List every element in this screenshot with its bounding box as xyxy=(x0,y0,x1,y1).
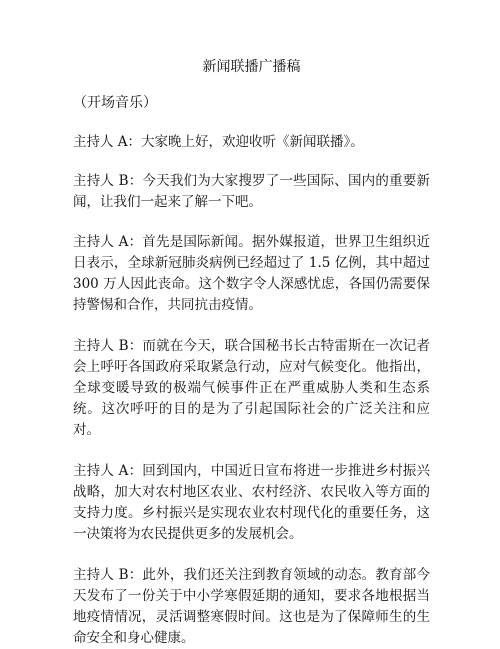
paragraph-host-b-intro: 主持人 B：今天我们为大家搜罗了一些国际、国内的重要新闻，让我们一起来了解一下吧。 xyxy=(73,173,430,210)
opening-music-note: （开场音乐） xyxy=(73,95,157,111)
paragraph-host-a-rural: 主持人 A：回到国内，中国近日宣布将进一步推进乡村振兴战略，加大对农村地区农业、农村经济、农民收入等方面的支持力度。乡村振兴是实现农业农村现代化的重要任务，这一决策将为农民提供更多的发展机会。 xyxy=(73,463,430,542)
paragraph-host-b-education: 主持人 B：此外，我们还关注到教育领域的动态。教育部今天发布了一份关于中小学寒假延期的通知，要求各地根据当地疫情情况，灵活调整寒假时间。这也是为了保障师生的生命安全和身心健康。 xyxy=(73,567,430,646)
paragraph-host-a-international: 主持人 A：首先是国际新闻。据外媒报道，世界卫生组织近日表示，全球新冠肺炎病例已经超过了 1.5 亿例，其中超过 300 万人因此丧命。这个数字令人深感忧虑，各国仍需要保持警惕和合作，共同抗击疫情。 xyxy=(73,234,430,313)
paragraph-host-a-greeting: 主持人 A：大家晚上好，欢迎收听《新闻联播》。 xyxy=(73,134,364,150)
paragraph-host-b-climate: 主持人 B：而就在今天，联合国秘书长古特雷斯在一次记者会上呼吁各国政府采取紧急行动，应对气候变化。他指出，全球变暖导致的极端气候事件正在严重威胁人类和生态系统。这次呼吁的目的是为了引起国际社会的广泛关注和应对。 xyxy=(73,338,430,438)
document-title: 新闻联播广播稿 xyxy=(202,59,301,75)
